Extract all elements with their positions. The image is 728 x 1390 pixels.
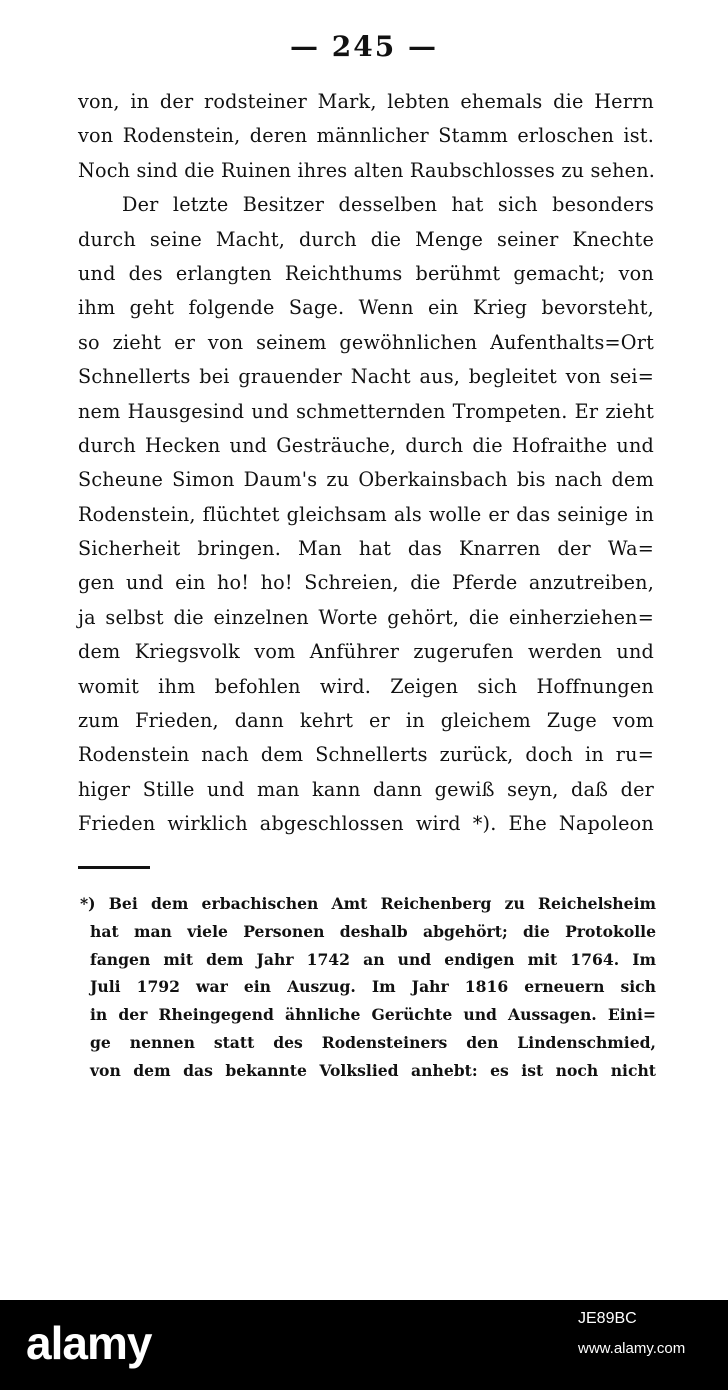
text-line: von, in der rodsteiner Mark, lebten ehemals die Herrn bbox=[78, 90, 654, 113]
text-line: Rodenstein nach dem Schnellerts zurück, doch in ru= bbox=[78, 743, 654, 767]
text-line: Rodenstein, flüchtet gleichsam als wolle er das seinige in bbox=[78, 502, 654, 526]
watermark-url: www.alamy.com bbox=[578, 1340, 686, 1357]
text-line: durch seine Macht, durch die Menge seiner Knechte bbox=[78, 227, 654, 251]
footnote-line: von dem das bekannte Volkslied anhebt: es ist noch nicht bbox=[90, 1060, 656, 1080]
watermark-image-code: JE89BC bbox=[578, 1310, 637, 1327]
footnote-line: in der Rheingegend ähnliche Gerüchte und Aussagen. Eini= bbox=[90, 1005, 656, 1025]
text-line: durch Hecken und Gesträuche, durch die Hofraithe und bbox=[78, 433, 654, 457]
footnote bbox=[80, 890, 656, 1085]
footnote-line: *) Bei dem erbachischen Amt Reichenberg zu Reichelsheim bbox=[80, 894, 656, 913]
footnote-divider bbox=[78, 866, 150, 869]
footnote-line: fangen mit dem Jahr 1742 an und endigen mit 1764. Im bbox=[90, 949, 656, 969]
body-text bbox=[78, 85, 654, 842]
text-line: so zieht er von seinem gewöhnlichen Aufenthalts=Ort bbox=[78, 330, 654, 354]
text-line: nem Hausgesind und schmetternden Trompeten. Er zieht bbox=[78, 399, 654, 423]
text-line: dem Kriegsvolk vom Anführer zugerufen werden und bbox=[78, 640, 654, 664]
text-line: Scheune Simon Daum's zu Oberkainsbach bis nach dem bbox=[78, 468, 654, 492]
text-line: Frieden wirklich abgeschlossen wird *). Ehe Napoleon bbox=[78, 812, 654, 836]
text-line: zum Frieden, dann kehrt er in gleichem Zuge vom bbox=[78, 709, 654, 733]
text-line: Schnellerts bei grauender Nacht aus, begleitet von sei= bbox=[78, 365, 654, 389]
text-line: Der letzte Besitzer desselben hat sich besonders bbox=[122, 193, 654, 217]
page-number: — 245 — bbox=[290, 30, 438, 63]
footnote-line: ge nennen statt des Rodensteiners den Lindenschmied, bbox=[90, 1032, 656, 1052]
footnote-line: hat man viele Personen deshalb abgehört; die Protokolle bbox=[90, 921, 656, 941]
text-line: und des erlangten Reichthums berühmt gemacht; von bbox=[78, 261, 654, 285]
text-line: Noch sind die Ruinen ihres alten Raubschlosses zu sehen. bbox=[78, 158, 656, 182]
text-line: ja selbst die einzelnen Worte gehört, die einherziehen= bbox=[78, 605, 654, 629]
text-line: ihm geht folgende Sage. Wenn ein Krieg bevorsteht, bbox=[78, 296, 654, 320]
text-line: von Rodenstein, deren männlicher Stamm erloschen ist. bbox=[78, 124, 654, 148]
text-line: Sicherheit bringen. Man hat das Knarren der Wa= bbox=[78, 537, 654, 561]
text-line: womit ihm befohlen wird. Zeigen sich Hoffnungen bbox=[78, 674, 654, 698]
text-line: higer Stille und man kann dann gewiß seyn, daß der bbox=[78, 777, 654, 801]
watermark-logo: alamy bbox=[26, 1317, 152, 1369]
text-line: gen und ein ho! ho! Schreien, die Pferde anzutreiben, bbox=[78, 571, 654, 595]
footnote-line: Juli 1792 war ein Auszug. Im Jahr 1816 erneuern sich bbox=[90, 977, 656, 997]
